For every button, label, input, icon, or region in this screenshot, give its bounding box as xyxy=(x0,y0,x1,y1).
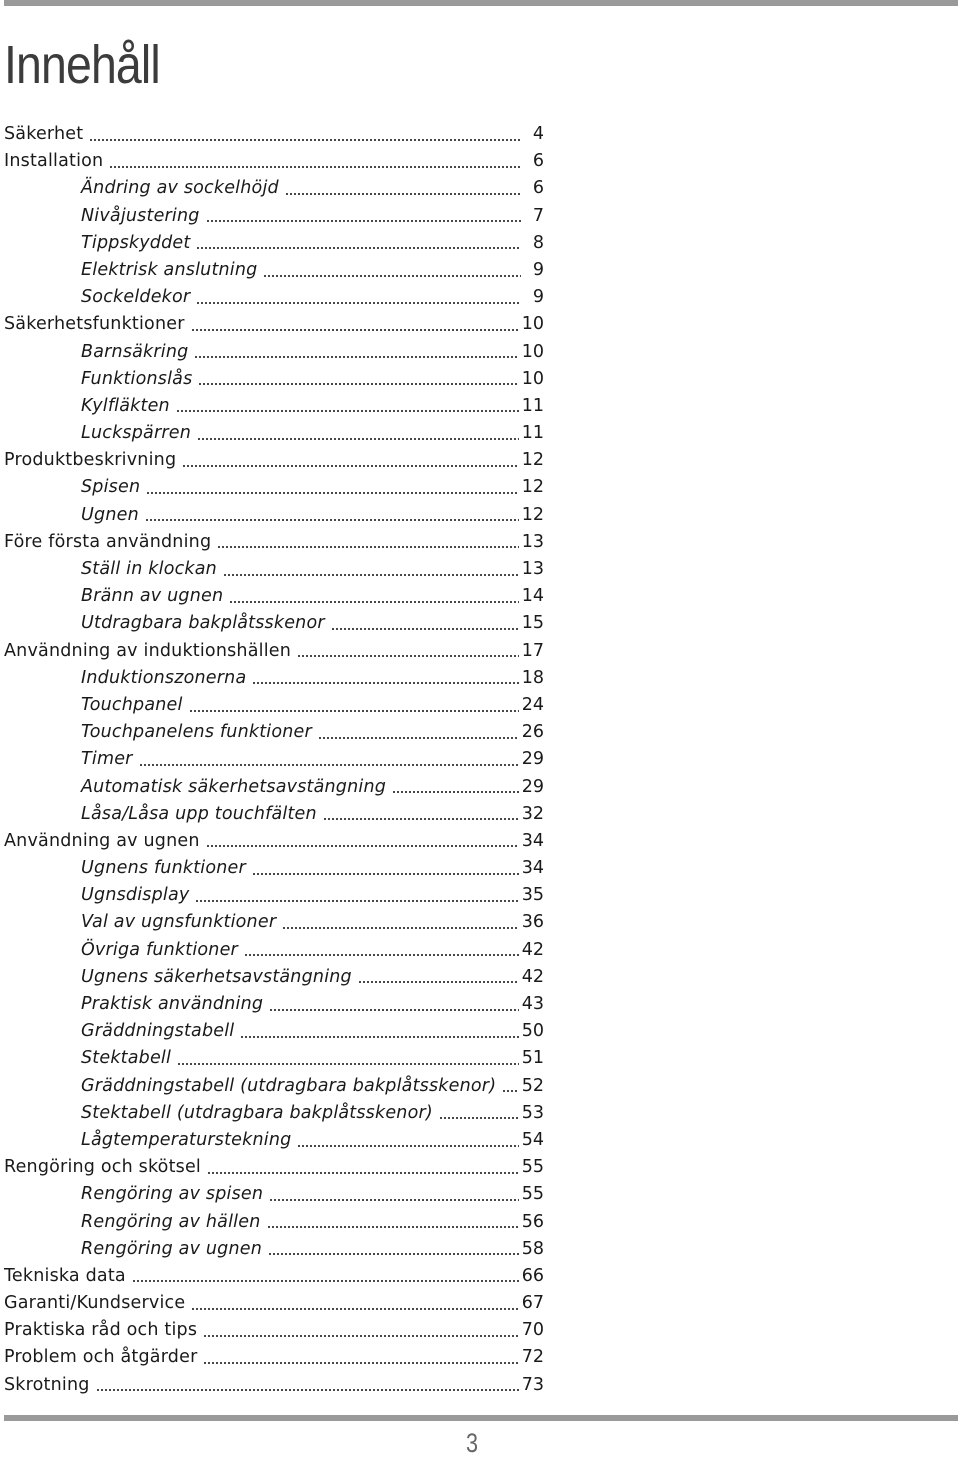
toc-entry-label: Induktionszonerna xyxy=(81,667,247,688)
toc-entry-label: Rengöring av spisen xyxy=(81,1184,264,1205)
toc-section-entry[interactable] xyxy=(4,529,544,556)
toc-section-entry[interactable] xyxy=(4,311,544,338)
toc-subsection-entry[interactable] xyxy=(4,366,544,393)
toc-section-entry[interactable] xyxy=(4,447,544,474)
toc-entry-page: 9 xyxy=(532,287,544,308)
toc-entry-label: Lågtemperaturstekning xyxy=(81,1129,292,1150)
toc-entry-page: 53 xyxy=(521,1102,544,1123)
toc-dot-leader xyxy=(182,465,518,467)
toc-entry-label: Elektrisk anslutning xyxy=(81,259,258,280)
toc-entry-page: 4 xyxy=(532,124,544,144)
toc-dot-leader xyxy=(139,764,519,766)
toc-dot-leader xyxy=(331,628,519,630)
toc-entry-label: Användning av induktionshällen xyxy=(4,640,292,661)
toc-section-entry[interactable] xyxy=(4,1372,544,1399)
toc-entry-label: Funktionslås xyxy=(81,368,193,389)
toc-entry-page: 67 xyxy=(521,1293,544,1314)
table-of-contents xyxy=(4,121,544,1399)
toc-entry-label: Ändring av sockelhöjd xyxy=(81,178,279,199)
toc-dot-leader xyxy=(297,1145,518,1147)
toc-subsection-entry[interactable] xyxy=(4,1073,544,1100)
toc-entry-page: 42 xyxy=(521,966,544,987)
toc-dot-leader xyxy=(269,1199,519,1201)
toc-subsection-entry[interactable] xyxy=(4,1100,544,1127)
toc-dot-leader xyxy=(268,1253,519,1255)
toc-subsection-entry[interactable] xyxy=(4,909,544,936)
toc-entry-label: Sockeldekor xyxy=(81,287,191,308)
toc-entry-label: Bränn av ugnen xyxy=(81,586,224,607)
toc-dot-leader xyxy=(177,1063,519,1065)
toc-subsection-entry[interactable] xyxy=(4,774,544,801)
toc-entry-label: Val av ugnsfunktioner xyxy=(81,912,277,933)
toc-entry-label: Kylfläkten xyxy=(81,395,170,416)
toc-entry-label: Användning av ugnen xyxy=(4,830,200,851)
toc-subsection-entry[interactable] xyxy=(4,692,544,719)
toc-dot-leader xyxy=(358,981,519,983)
toc-dot-leader xyxy=(229,601,518,603)
toc-subsection-entry[interactable] xyxy=(4,284,544,311)
toc-entry-label: Stektabell xyxy=(81,1048,172,1069)
toc-entry-page: 7 xyxy=(532,205,544,226)
toc-subsection-entry[interactable] xyxy=(4,556,544,583)
toc-subsection-entry[interactable] xyxy=(4,420,544,447)
toc-entry-page: 6 xyxy=(532,178,544,199)
toc-subsection-entry[interactable] xyxy=(4,203,544,230)
toc-entry-page: 10 xyxy=(521,314,544,335)
toc-entry-page: 6 xyxy=(532,151,544,172)
toc-dot-leader xyxy=(145,519,519,521)
toc-dot-leader xyxy=(89,139,521,141)
toc-entry-label: Rengöring och skötsel xyxy=(4,1157,201,1178)
toc-section-entry[interactable] xyxy=(4,1154,544,1181)
toc-entry-page: 17 xyxy=(521,640,544,661)
toc-subsection-entry[interactable] xyxy=(4,719,544,746)
toc-entry-page: 56 xyxy=(521,1211,544,1232)
toc-entry-page: 12 xyxy=(521,477,544,498)
toc-entry-label: Problem och åtgärder xyxy=(4,1347,198,1368)
toc-entry-label: Stektabell (utdragbara bakplåtsskenor) xyxy=(81,1102,433,1123)
toc-entry-label: Garanti/Kundservice xyxy=(4,1293,186,1314)
toc-section-entry[interactable] xyxy=(4,1263,544,1290)
toc-dot-leader xyxy=(176,410,519,412)
toc-section-entry[interactable] xyxy=(4,828,544,855)
toc-entry-label: Skrotning xyxy=(4,1374,90,1395)
toc-dot-leader xyxy=(323,818,519,820)
toc-entry-label: Luckspärren xyxy=(81,423,191,444)
toc-entry-label: Ställ in klockan xyxy=(81,559,217,579)
toc-entry-page: 10 xyxy=(521,368,544,389)
toc-section-entry[interactable] xyxy=(4,638,544,665)
toc-entry-label: Nivåjustering xyxy=(81,205,200,226)
toc-entry-page: 10 xyxy=(521,341,544,362)
toc-entry-page: 12 xyxy=(521,504,544,525)
toc-section-entry[interactable] xyxy=(4,121,544,148)
bottom-divider xyxy=(4,1415,958,1421)
toc-entry-label: Rengöring av ugnen xyxy=(81,1238,263,1259)
toc-entry-label: Säkerhet xyxy=(4,124,84,144)
toc-dot-leader xyxy=(285,193,521,195)
toc-dot-leader xyxy=(203,1335,519,1337)
toc-entry-page: 55 xyxy=(521,1184,544,1205)
toc-subsection-entry[interactable] xyxy=(4,610,544,637)
toc-subsection-entry[interactable] xyxy=(4,882,544,909)
toc-dot-leader xyxy=(502,1090,518,1092)
toc-subsection-entry[interactable] xyxy=(4,1018,544,1045)
toc-entry-page: 70 xyxy=(521,1320,544,1341)
toc-entry-page: 42 xyxy=(521,939,544,960)
toc-entry-label: Ugnens säkerhetsavstängning xyxy=(81,966,352,987)
toc-entry-label: Gräddningstabell (utdragbara bakplåtsskenor) xyxy=(81,1075,497,1096)
toc-dot-leader xyxy=(244,954,519,956)
toc-entry-label: Säkerhetsfunktioner xyxy=(4,314,185,335)
toc-subsection-entry[interactable] xyxy=(4,937,544,964)
toc-entry-page: 8 xyxy=(532,232,544,253)
toc-entry-label: Övriga funktioner xyxy=(81,939,238,960)
toc-entry-page: 73 xyxy=(521,1374,544,1395)
toc-entry-label: Touchpanel xyxy=(81,694,183,715)
top-divider xyxy=(4,0,958,6)
toc-section-entry[interactable] xyxy=(4,148,544,175)
toc-dot-leader xyxy=(263,275,521,277)
toc-entry-page: 66 xyxy=(521,1265,544,1286)
toc-entry-label: Produktbeskrivning xyxy=(4,450,177,471)
toc-subsection-entry[interactable] xyxy=(4,855,544,882)
toc-dot-leader xyxy=(318,737,519,739)
toc-subsection-entry[interactable] xyxy=(4,801,544,828)
toc-entry-page: 36 xyxy=(521,912,544,933)
toc-dot-leader xyxy=(223,574,519,576)
toc-entry-label: Före första användning xyxy=(4,531,212,552)
toc-entry-label: Timer xyxy=(81,749,133,770)
toc-dot-leader xyxy=(191,1308,518,1310)
toc-entry-label: Ugnens funktioner xyxy=(81,858,246,879)
toc-entry-label: Automatisk säkerhetsavstängning xyxy=(81,776,387,797)
toc-subsection-entry[interactable] xyxy=(4,665,544,692)
toc-subsection-entry[interactable] xyxy=(4,257,544,284)
page-number: 3 xyxy=(466,1428,479,1458)
toc-subsection-entry[interactable] xyxy=(4,1209,544,1236)
toc-entry-page: 11 xyxy=(521,423,544,444)
toc-subsection-entry[interactable] xyxy=(4,746,544,773)
toc-dot-leader xyxy=(96,1389,519,1391)
toc-entry-page: 29 xyxy=(521,749,544,770)
toc-dot-leader xyxy=(240,1036,518,1038)
toc-dot-leader xyxy=(439,1117,519,1119)
toc-dot-leader xyxy=(146,492,518,494)
toc-subsection-entry[interactable] xyxy=(4,175,544,202)
toc-entry-page: 18 xyxy=(521,667,544,688)
toc-entry-page: 29 xyxy=(521,776,544,797)
toc-entry-page: 72 xyxy=(521,1347,544,1368)
toc-dot-leader xyxy=(297,655,519,657)
toc-dot-leader xyxy=(269,1009,519,1011)
toc-subsection-entry[interactable] xyxy=(4,1236,544,1263)
toc-entry-label: Barnsäkring xyxy=(81,341,189,362)
toc-entry-label: Praktiska råd och tips xyxy=(4,1320,198,1341)
toc-dot-leader xyxy=(109,166,521,168)
toc-entry-page: 13 xyxy=(521,531,544,552)
toc-dot-leader xyxy=(282,927,519,929)
toc-subsection-entry[interactable] xyxy=(4,1127,544,1154)
toc-dot-leader xyxy=(207,1172,519,1174)
toc-subsection-entry[interactable] xyxy=(4,1045,544,1072)
toc-entry-page: 9 xyxy=(532,259,544,280)
toc-subsection-entry[interactable] xyxy=(4,474,544,501)
toc-entry-page: 43 xyxy=(521,994,544,1014)
toc-dot-leader xyxy=(198,383,518,385)
toc-entry-page: 54 xyxy=(521,1129,544,1150)
toc-dot-leader xyxy=(195,900,518,902)
toc-subsection-entry[interactable] xyxy=(4,230,544,257)
toc-entry-label: Ugnen xyxy=(81,504,139,525)
toc-dot-leader xyxy=(132,1280,519,1282)
toc-subsection-entry[interactable] xyxy=(4,991,544,1018)
toc-entry-label: Rengöring av hällen xyxy=(81,1211,261,1232)
toc-entry-page: 50 xyxy=(521,1021,544,1042)
toc-entry-page: 13 xyxy=(521,559,544,579)
toc-subsection-entry[interactable] xyxy=(4,1181,544,1208)
toc-dot-leader xyxy=(203,1362,518,1364)
toc-dot-leader xyxy=(252,873,519,875)
toc-dot-leader xyxy=(196,247,521,249)
toc-section-entry[interactable] xyxy=(4,1290,544,1317)
toc-entry-page: 34 xyxy=(521,830,544,851)
toc-dot-leader xyxy=(196,302,521,304)
toc-entry-page: 15 xyxy=(521,613,544,634)
toc-entry-page: 24 xyxy=(521,694,544,715)
toc-subsection-entry[interactable] xyxy=(4,339,544,366)
toc-entry-page: 51 xyxy=(521,1048,544,1069)
toc-dot-leader xyxy=(267,1226,519,1228)
toc-entry-label: Låsa/Låsa upp touchfälten xyxy=(81,803,317,824)
toc-dot-leader xyxy=(206,220,521,222)
toc-dot-leader xyxy=(189,710,519,712)
toc-entry-label: Spisen xyxy=(81,477,141,498)
page-title: Innehåll xyxy=(4,35,160,95)
toc-entry-page: 55 xyxy=(521,1157,544,1178)
toc-subsection-entry[interactable] xyxy=(4,502,544,529)
toc-dot-leader xyxy=(252,682,518,684)
toc-dot-leader xyxy=(217,546,518,548)
toc-subsection-entry[interactable] xyxy=(4,393,544,420)
toc-dot-leader xyxy=(206,845,519,847)
toc-entry-page: 12 xyxy=(521,450,544,471)
toc-entry-page: 14 xyxy=(521,586,544,607)
toc-entry-label: Utdragbara bakplåtsskenor xyxy=(81,613,325,634)
toc-subsection-entry[interactable] xyxy=(4,583,544,610)
toc-entry-page: 58 xyxy=(521,1238,544,1259)
toc-dot-leader xyxy=(194,356,518,358)
toc-entry-label: Gräddningstabell xyxy=(81,1021,235,1042)
toc-dot-leader xyxy=(392,791,519,793)
toc-entry-page: 52 xyxy=(521,1075,544,1096)
toc-entry-page: 34 xyxy=(521,858,544,879)
toc-entry-label: Touchpanelens funktioner xyxy=(81,722,312,743)
toc-section-entry[interactable] xyxy=(4,1344,544,1371)
toc-entry-label: Installation xyxy=(4,151,104,172)
toc-entry-page: 32 xyxy=(521,803,544,824)
toc-entry-label: Ugnsdisplay xyxy=(81,885,190,906)
toc-entry-page: 35 xyxy=(521,885,544,906)
toc-section-entry[interactable] xyxy=(4,1317,544,1344)
toc-dot-leader xyxy=(191,329,519,331)
toc-entry-page: 11 xyxy=(521,395,544,416)
toc-dot-leader xyxy=(197,438,519,440)
toc-entry-label: Praktisk användning xyxy=(81,994,264,1014)
toc-subsection-entry[interactable] xyxy=(4,964,544,991)
toc-entry-label: Tippskyddet xyxy=(81,232,191,253)
toc-entry-label: Tekniska data xyxy=(4,1265,126,1286)
toc-entry-page: 26 xyxy=(521,722,544,743)
